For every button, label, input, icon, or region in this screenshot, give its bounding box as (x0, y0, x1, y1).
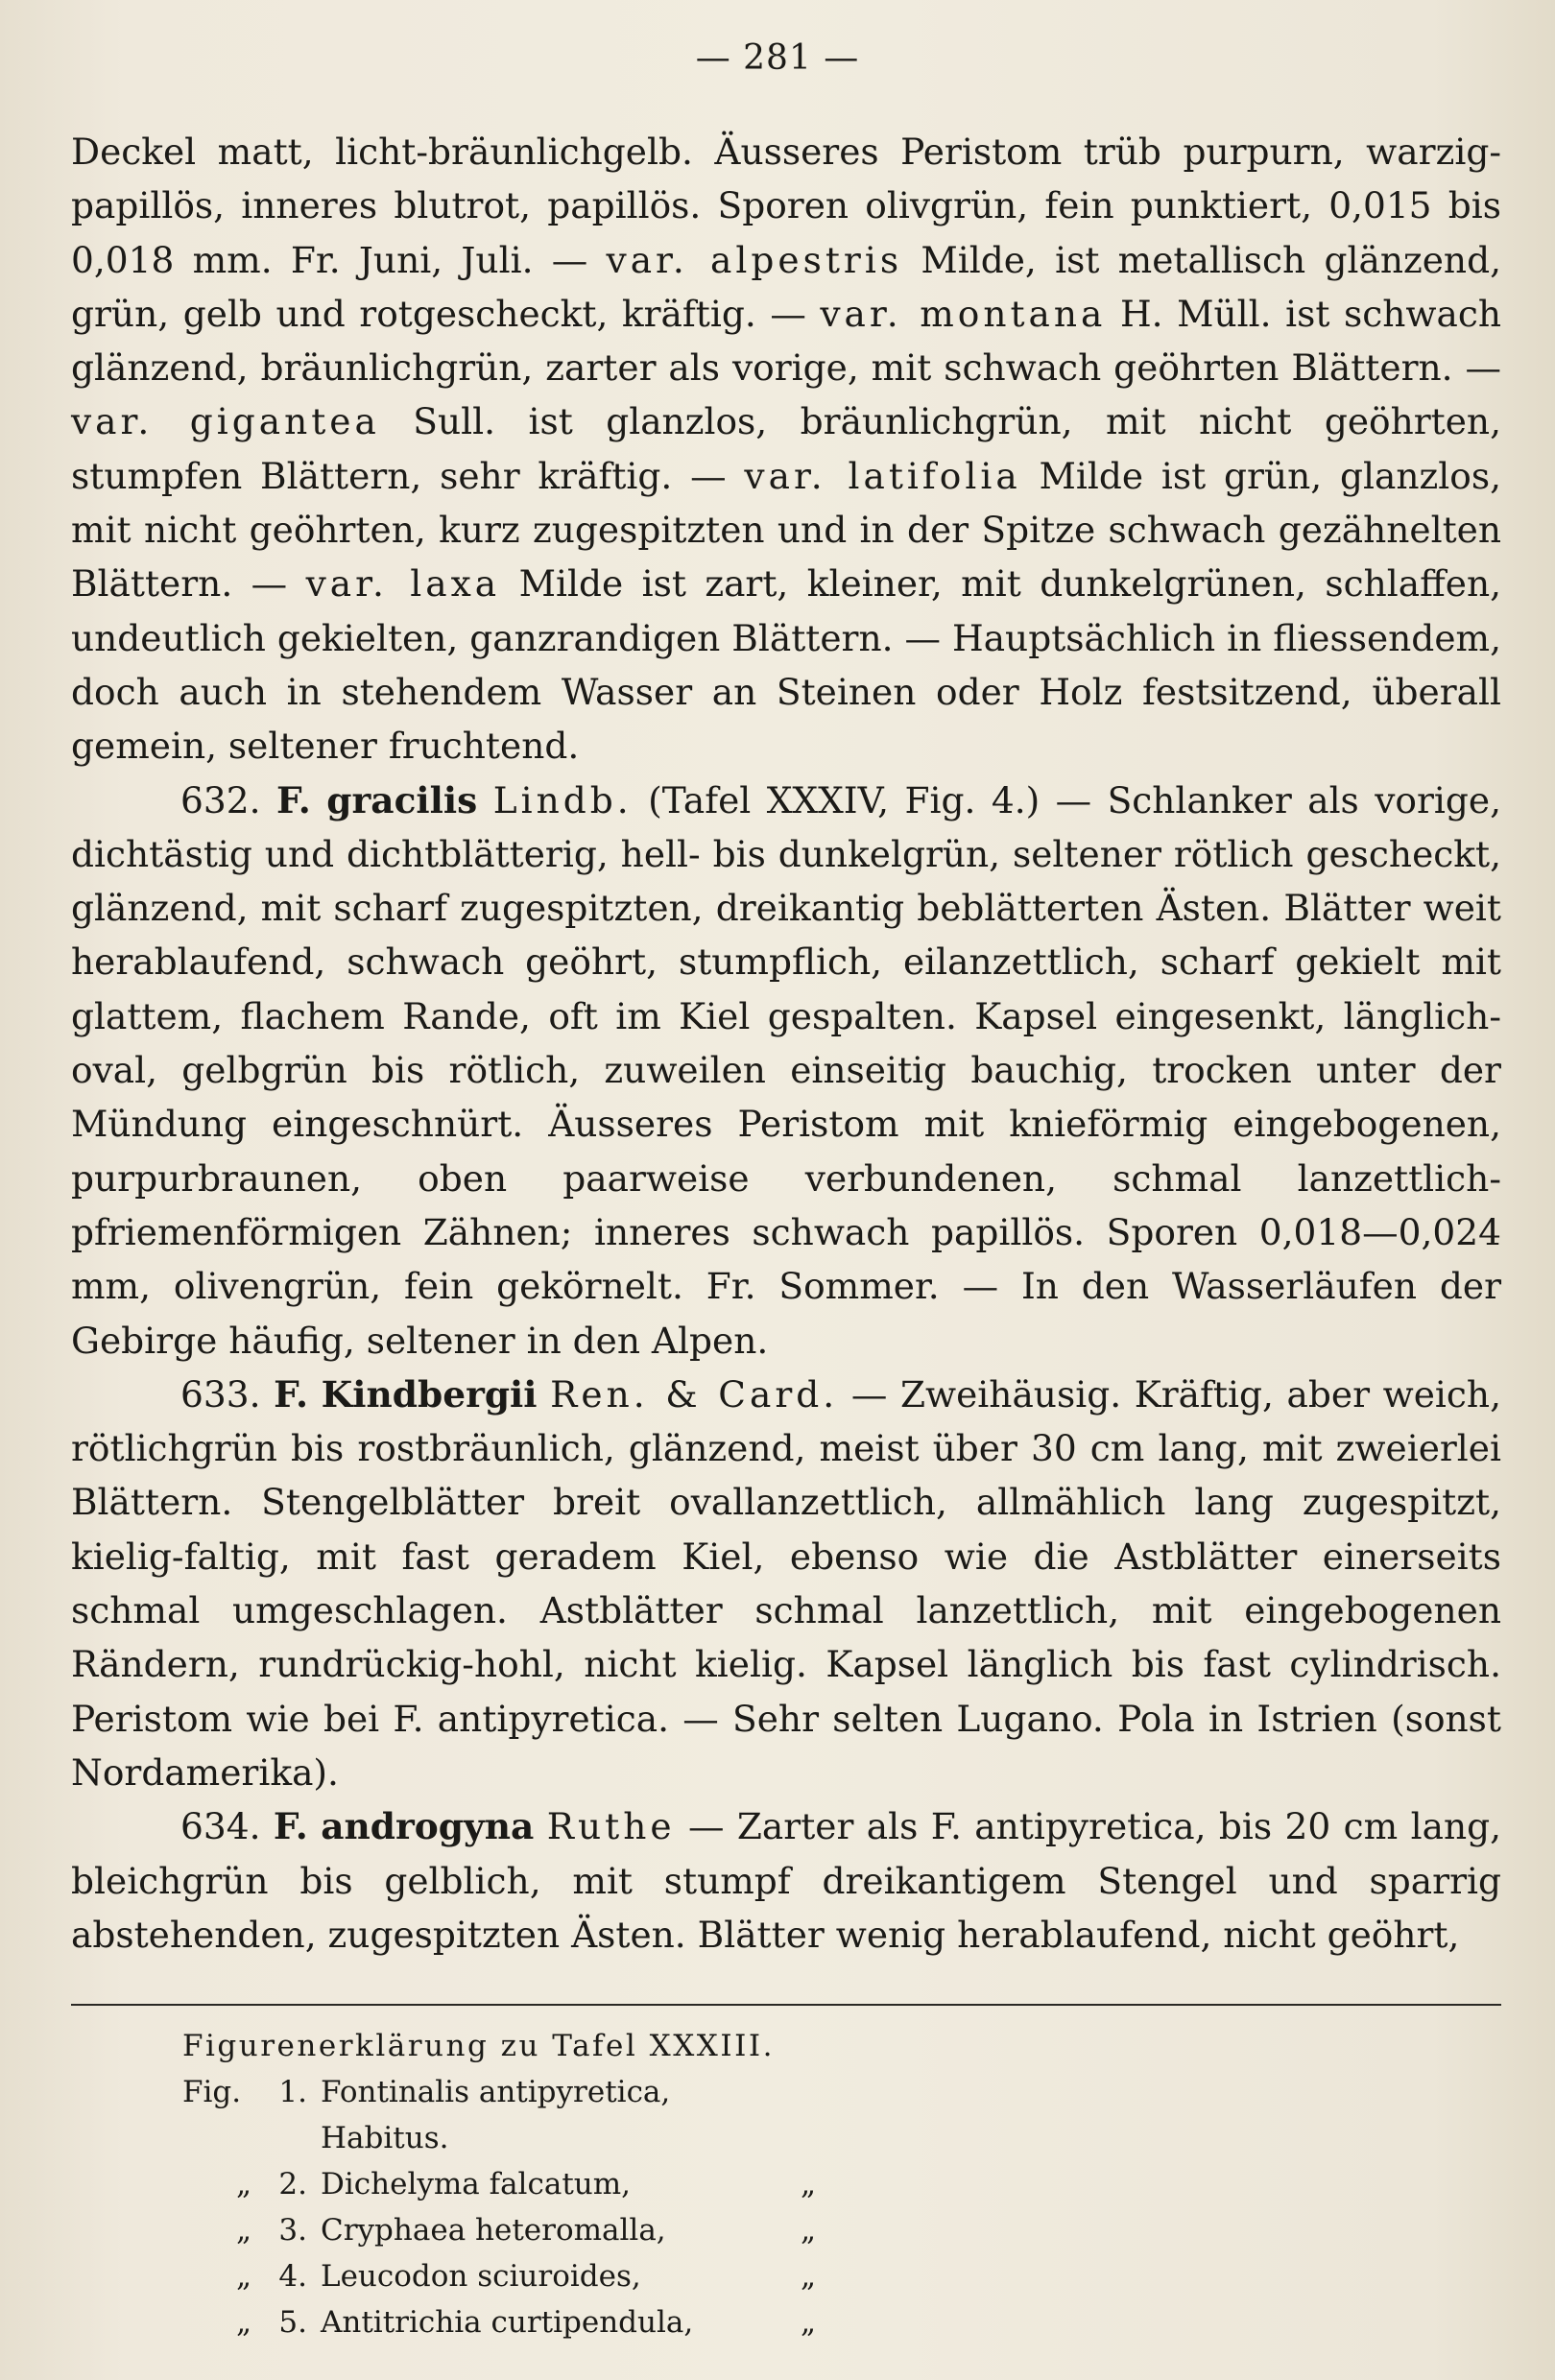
fig-number: 5. (278, 2305, 307, 2340)
entry-634 (71, 1799, 1501, 1962)
ditto-mark: „ (235, 2213, 251, 2248)
ditto-mark: „ (801, 2305, 817, 2340)
footnote-divider (71, 2004, 1501, 2006)
entry-number: 632. (180, 778, 261, 821)
ditto-mark: „ (801, 2259, 817, 2294)
author-name: Lindb. (492, 778, 633, 821)
fig-label: Fig. (182, 2075, 242, 2109)
species-name: gracilis (326, 778, 478, 821)
fig-species: Fontinalis antipyretica, Habitus. (321, 2075, 671, 2155)
fig-species: Cryphaea heteromalla, (321, 2213, 666, 2248)
entry-number: 634. (180, 1805, 261, 1848)
genus-abbrev: F. (274, 1372, 309, 1416)
text-run: Deckel matt, licht-bräunlichgelb. Äusseres Peristom trüb purpurn, warzig-papillös, inneres blutrot, papillös. Sporen olivgrün, fein punktiert, 0,015 bis 0,018 mm. Fr. Juni, Juli. — (71, 131, 1501, 281)
ditto-mark: „ (801, 2213, 817, 2248)
entry-632 (71, 774, 1501, 1368)
figure-legend-heading: Figurenerklärung zu Tafel XXXIII. (182, 2029, 775, 2063)
fig-number: 4. (278, 2259, 307, 2294)
entry-text: (Tafel XXXIV, Fig. 4.) — Schlanker als vorige, dichtästig und dichtblätterig, hell- bis dunkelgrün, seltener rötlich gescheckt, glänzend, mit scharf zugespitzten, dreikantig beblätterten Ästen. Blätter weit herablaufend, schwach geöhrt, stumpflich, eilanzettlich, scharf gekielt mit glattem, flachem Rande, oft im Kiel gespalten. Kapsel eingesenkt, länglich-oval, gelbgrün bis rötlich, zuweilen einseitig bauchig, trocken unter der Mündung eingeschnürt. Äusseres Peristom mit knieförmig eingebogenen, purpurbraunen, oben paarweise verbundenen, schmal lanzettlich-pfriemenförmigen Zähnen; inneres schwach papillös. Sporen 0,018—0,024 mm, olivengrün, fein gekörnelt. Fr. Sommer. — In den Wasserläufen der Gebirge häufig, seltener in den Alpen. (71, 778, 1502, 1362)
figure-legend (182, 2023, 1334, 2345)
text-run: Milde ist zart, kleiner, mit dunkelgrünen, schlaffen, undeutlich gekielten, ganzrandigen Blättern. — Hauptsächlich in fliessendem, doch auch in stehendem Wasser an Steinen oder Holz festsitzend, überall gemein, seltener fruchtend. (71, 562, 1502, 768)
paragraph-fontinalis-varieties (71, 125, 1501, 774)
figure-legend-row (182, 2299, 1334, 2345)
entry-text: — Zarter als F. antipyretica, bis 20 cm lang, bleichgrün bis gelblich, mit stumpf dreikantigem Stengel und sparrig abstehenden, zugespitzten Ästen. Blätter wenig herablaufend, nicht geöhrt, (71, 1805, 1502, 1956)
entry-text: — Zweihäusig. Kräftig, aber weich, rötlichgrün bis rostbräunlich, glänzend, meist über 30 cm lang, mit zweierlei Blättern. Stengelblätter breit ovallanzettlich, allmählich lang zugespitzt, kielig-faltig, mit fast geradem Kiel, ebenso wie die Astblätter einerseits schmal umgeschlagen. Astblätter schmal lanzettlich, mit eingebogenen Rändern, rundrückig-hohl, nicht kielig. Kapsel länglich bis fast cylindrisch. Peristom wie bei F. antipyretica. — Sehr selten Lugano. Pola in Istrien (sonst Nordamerika). (71, 1372, 1501, 1794)
text-run: Milde ist grün, glanzlos, mit nicht geöhrten, kurz zugespitzten und in der Spitze schwach gezähnelten Blättern. — (71, 454, 1501, 606)
species-name: Kindbergii (321, 1372, 538, 1416)
ditto-mark: „ (235, 2259, 251, 2294)
figure-legend-row (182, 2069, 1334, 2161)
variety-name: var. laxa (305, 562, 501, 606)
fig-species: Dichelyma falcatum, (321, 2167, 631, 2202)
genus-abbrev: F. (273, 1805, 308, 1848)
fig-number: 2. (278, 2167, 307, 2202)
figure-legend-row (182, 2207, 1334, 2253)
ditto-mark: „ (235, 2305, 251, 2340)
ditto-mark (801, 2069, 839, 2161)
variety-name: var. gigantea (71, 400, 380, 443)
author-name: Ruthe (546, 1805, 676, 1848)
figure-legend-row (182, 2161, 1334, 2207)
entry-number: 633. (180, 1372, 261, 1416)
ditto-mark: „ (235, 2167, 251, 2202)
species-name: androgyna (321, 1805, 535, 1848)
main-text (71, 125, 1501, 1962)
variety-name: var. latifolia (744, 454, 1021, 497)
variety-name: var. alpestris (606, 238, 903, 281)
fig-number: 3. (278, 2213, 307, 2248)
author-name: Ren. & Card. (550, 1372, 839, 1416)
ditto-mark: „ (801, 2167, 817, 2202)
figure-legend-row (182, 2253, 1334, 2299)
fig-number: 1. (278, 2075, 307, 2109)
text-run: Milde, ist metallisch glänzend, grün, gelb und rotgescheckt, kräftig. — (71, 238, 1501, 335)
fig-species: Antitrichia curtipendula, (321, 2305, 694, 2340)
variety-name: var. montana (820, 292, 1107, 335)
text-run: H. Müll. ist schwach glänzend, bräunlichgrün, zarter als vorige, mit schwach geöhrten Blättern. — (71, 292, 1501, 390)
page-number: — 281 — (695, 38, 860, 78)
entry-633 (71, 1368, 1501, 1799)
genus-abbrev: F. (275, 778, 311, 821)
text-run: Sull. ist glanzlos, bräunlichgrün, mit nicht geöhrten, stumpfen Blättern, sehr kräftig. — (71, 400, 1501, 497)
fig-species: Leucodon sciuroides, (321, 2259, 641, 2294)
